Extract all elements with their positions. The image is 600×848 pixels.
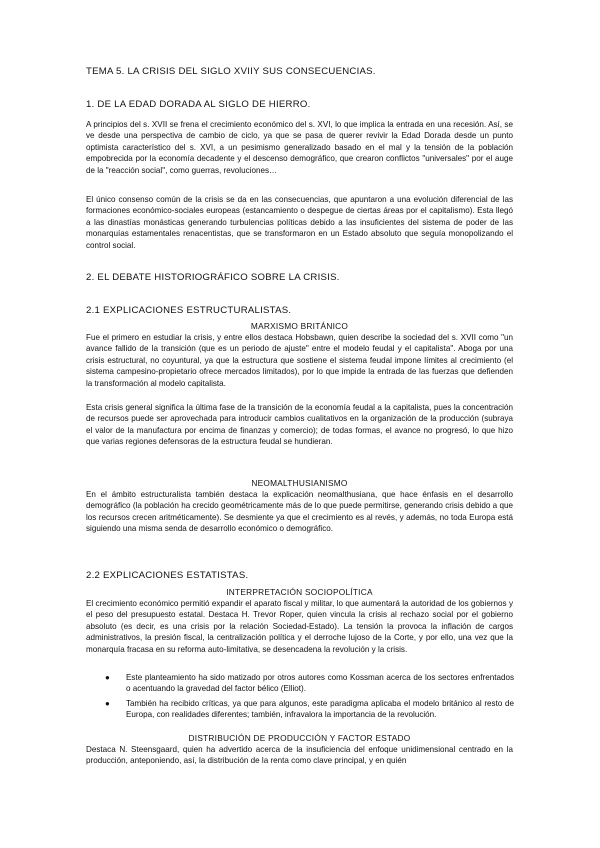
list-item-text: Este planteamiento ha sido matizado por otros autores como Kossman acerca de los sectores enfrentados o acentuando la gravedad del factor bélico (Elliot).	[126, 673, 514, 694]
neomalthusianismo-subtitle: NEOMALTHUSIANISMO	[251, 478, 348, 488]
marxismo-paragraph-1: Fue el primero en estudiar la crisis, y entre ellos destaca Hobsbawn, quien describe la sociedad del s. XVII como "un avance fallido de la transición (que es un periodo de ajuste" entre el modelo feudal y el capitalista". Aboga por una crisis estructural, no coyuntural, ya que la estructura que sostiene el sistema feudal impone límites al crecimiento (el sistema campesino-propietario ofrece mercados limitados), por lo que impide la entrada de las fuerzas que defienden la transformación al modelo capitalista.	[86, 333, 513, 388]
distribucion-paragraph: Destaca N. Steensgaard, quien ha advertido acerca de la insuficiencia del enfoque unidimensional centrado en la producción, anteponiendo, así, la distribución de la renta como clave principal, y en quién	[86, 745, 513, 766]
list-item	[104, 698, 514, 721]
document-title: TEMA 5. LA CRISIS DEL SIGLO XVIIY SUS CONSECUENCIAS.	[86, 66, 376, 77]
list-item	[104, 672, 514, 695]
section-1-paragraph-1: A principios del s. XVII se frena el crecimiento económico del s. XVI, lo que implica la entrada en una recesión. Así, se ve desde una perspectiva de cambio de ciclo, ya que se pasa de querer revivir la Edad Dorada desde un punto optimista característico del s. XVI, a un pesimismo generalizado basado en el mal y la tensión de la población empobrecida por la economía decadente y el descenso demográfico, que crearon conflictos "universales" por el auge de la "reacción social", como guerras, revoluciones…	[86, 120, 513, 175]
section-2-2-heading: 2.2 EXPLICACIONES ESTATISTAS.	[86, 570, 249, 581]
marxismo-subtitle: MARXISMO BRITÁNICO	[250, 321, 349, 331]
section-1-paragraph-2: El único consenso común de la crisis se da en las consecuencias, que apuntaron a una evolución diferencial de las formaciones económico-sociales europeas (estancamiento o despegue de ciertas áreas por el capitalismo). Esta llegó a las dinastías monásticas generando turbulencias políticas debido a las insuficientes del sistema de poder de las monarquías estamentales renacentistas, que se transformaron en un Estado absoluto que seguía monopolizando el control social.	[86, 195, 513, 250]
list-item-text: También ha recibido críticas, ya que para algunos, este paradigma aplicaba el modelo británico al resto de Europa, con realidades diferentes; también, infravalora la importancia de la revolución.	[126, 698, 514, 720]
bullet-list	[104, 672, 514, 724]
distribucion-subtitle: DISTRIBUCIÓN DE PRODUCCIÓN Y FACTOR ESTADO	[188, 733, 411, 743]
section-2-heading: 2. EL DEBATE HISTORIOGRÁFICO SOBRE LA CRISIS.	[86, 272, 340, 283]
bullet-icon: ●	[105, 698, 110, 708]
interpretacion-paragraph: El crecimiento económico permitió expandir el aparato fiscal y militar, lo que aumentará la autoridad de los gobiernos y el peso del presupuesto estatal. Destaca H. Trevor Roper, quien vincula la crisis al rechazo social por el gobierno absoluto (es decir, es una crisis por la relación Sociedad-Estado). La tensión la provoca la inflación de cargos administrativos, la presión fiscal, la centralización política y el derroche lujoso de la Corte, y por ello, una vez que la monarquía fracasa en su reforma auto-limitativa, se desencadena la revolución y la crisis.	[86, 599, 513, 654]
bullet-icon: ●	[105, 673, 110, 682]
section-1-heading: 1. DE LA EDAD DORADA AL SIGLO DE HIERRO.	[86, 99, 311, 110]
interpretacion-subtitle: INTERPRETACIÓN SOCIOPOLÍTICA	[226, 587, 373, 597]
neomalthusianismo-paragraph: En el ámbito estructuralista también destaca la explicación neomalthusiana, que hace énfasis en el desarrollo demográfico (la población ha crecido geométricamente más de lo que puede permitirse, generando crisis debido a que los recursos crecen aritméticamente). Se desmiente ya que el crecimiento es al revés, y además, no toda Europa está siguiendo una misma senda de desarrollo económico o demográfico.	[86, 490, 513, 534]
section-2-1-heading: 2.1 EXPLICACIONES ESTRUCTURALISTAS.	[86, 305, 292, 316]
marxismo-paragraph-2: Esta crisis general significa la última fase de la transición de la economía feudal a la capitalista, pues la concentración de recursos puede ser aprovechada para introducir cambios cualitativos en la organización de la producción (subraya el valor de la manufactura por encima de finanzas y comercio); de todas formas, el avance no progresó, lo que hizo que varias regiones defensoras de la estructura feudal se hundieran.	[86, 403, 513, 447]
